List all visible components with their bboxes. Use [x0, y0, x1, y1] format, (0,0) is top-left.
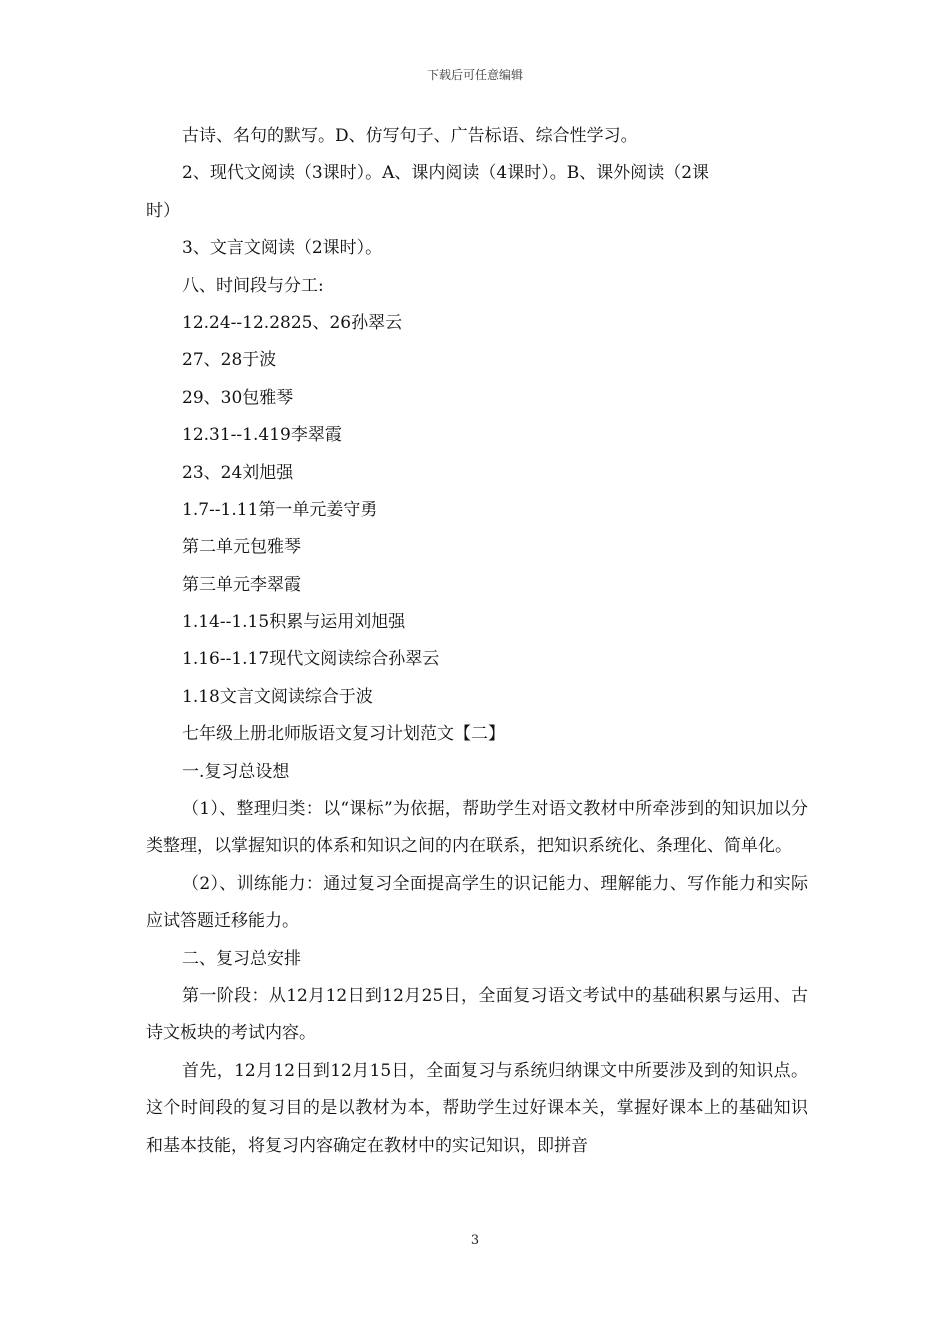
- schedule-line: 第二单元包雅琴: [182, 537, 301, 558]
- schedule-line: 1.14--1.15积累与运用刘旭强: [182, 612, 406, 633]
- paragraph: （1）、整理归类：以“课标”为依据，帮助学生对语文教材中所牵涉到的知识加以分类整理，以掌握知识的体系和知识之间的内在联系，把知识系统化、条理化、简单化。: [146, 799, 808, 857]
- page-header: 下载后可任意编辑: [426, 68, 523, 82]
- schedule-line: 23、24刘旭强: [182, 462, 294, 483]
- schedule-line: 1.16--1.17现代文阅读综合孙翠云: [182, 649, 440, 670]
- article-title: 七年级上册北师版语文复习计划范文【二】: [182, 724, 505, 745]
- text-line: 2、现代文阅读（3课时）。A、课内阅读（4课时）。B、课外阅读（2课: [182, 163, 710, 184]
- schedule-line: 29、30包雅琴: [182, 387, 294, 408]
- page-number: 3: [470, 1233, 480, 1248]
- schedule-line: 12.31--1.419李翠霞: [182, 425, 342, 446]
- schedule-line: 第三单元李翠霞: [182, 574, 301, 595]
- paragraph: 第一阶段：从12月12日到12月25日，全面复习语文考试中的基础积累与运用、古诗文板块的考试内容。: [146, 986, 808, 1044]
- section-heading: 八、时间段与分工:: [182, 275, 324, 296]
- text-line: 3、文言文阅读（2课时）。: [182, 238, 383, 259]
- paragraph: （2）、训练能力：通过复习全面提高学生的识记能力、理解能力、写作能力和实际应试答题迁移能力。: [146, 873, 808, 932]
- schedule-line: 12.24--12.2825、26孙翠云: [182, 312, 403, 333]
- schedule-line: 1.7--1.11第一单元姜守勇: [182, 499, 378, 520]
- section-heading: 二、复习总安排: [182, 948, 301, 969]
- text-line: 时）: [146, 200, 180, 221]
- text-line: 古诗、名句的默写。D、仿写句子、广告标语、综合性学习。: [182, 126, 638, 146]
- schedule-line: 1.18文言文阅读综合于波: [182, 686, 373, 707]
- schedule-line: 27、28于波: [182, 350, 277, 371]
- section-heading: 一.复习总设想: [182, 761, 290, 782]
- document-body: [146, 118, 808, 1165]
- paragraph: 首先，12月12日到12月15日，全面复习与系统归纳课文中所要涉及到的知识点。这个时间段的复习目的是以教材为本，帮助学生过好课本关，掌握好课本上的基础知识和基本技能，将复习内容确定在教材中的实记知识，即拼音: [146, 1060, 808, 1156]
